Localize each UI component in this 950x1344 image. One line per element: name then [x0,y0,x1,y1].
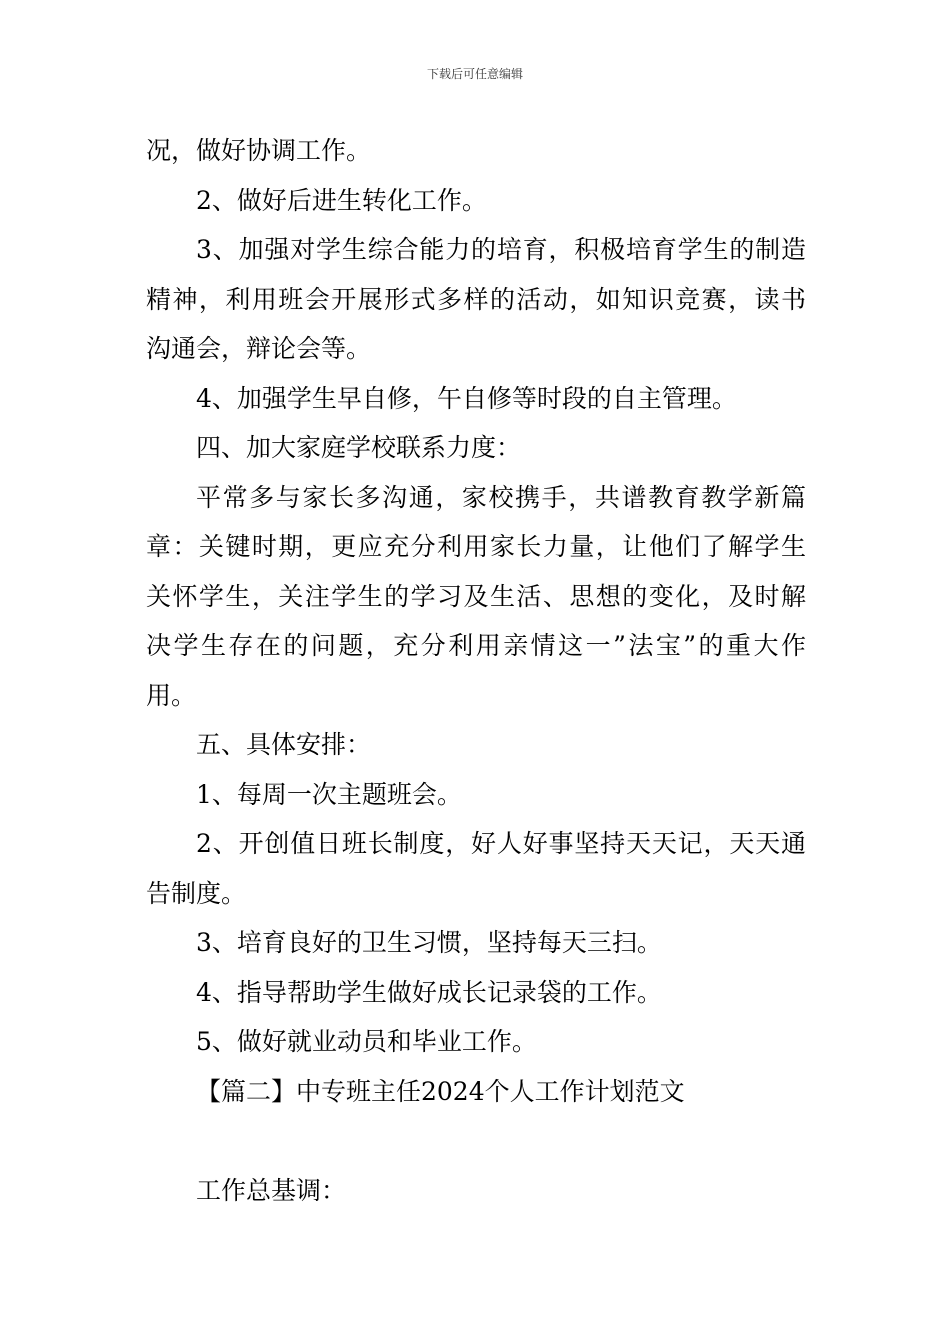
text-line: 2、开创值日班长制度，好人好事坚持天天记，天天通 [196,829,806,858]
text-line: 精神，利用班会开展形式多样的活动，如知识竞赛，读书 [146,284,806,314]
text-line: 况，做好协调工作。 [146,136,372,165]
text-line: 平常多与家长多沟通，家校携手，共谱教育教学新篇 [196,482,806,512]
text-line: 章：关键时期，更应充分利用家长力量，让他们了解学生 [146,532,806,561]
document-body [146,126,806,1215]
text-line: 3、加强对学生综合能力的培育，积极培育学生的制造 [196,235,806,264]
text-line: 沟通会，辩论会等。 [146,334,372,363]
page-header: 下载后可任意编辑 [426,67,523,81]
section-heading: 五、具体安排： [196,730,372,759]
text-line: 3、培育良好的卫生习惯，坚持每天三扫。 [196,928,662,957]
text-line: 5、做好就业动员和毕业工作。 [196,1027,537,1056]
section-heading: 工作总基调： [196,1175,347,1205]
text-line: 4、指导帮助学生做好成长记录袋的工作。 [196,977,662,1007]
text-line: 4、加强学生早自修，午自修等时段的自主管理。 [196,383,737,413]
article-title: 【篇二】中专班主任2024个人工作计划范文 [196,1076,685,1106]
text-line: 决学生存在的问题，充分利用亲情这一”法宝”的重大作 [146,631,806,660]
text-line: 1、每周一次主题班会。 [196,779,462,809]
section-heading: 四、加大家庭学校联系力度： [196,433,522,462]
text-line: 2、做好后进生转化工作。 [196,185,487,215]
text-line: 用。 [146,680,197,710]
blank-line [146,1116,806,1166]
text-line: 告制度。 [146,878,247,908]
text-line: 关怀学生，关注学生的学习及生活、思想的变化，及时解 [146,581,806,611]
